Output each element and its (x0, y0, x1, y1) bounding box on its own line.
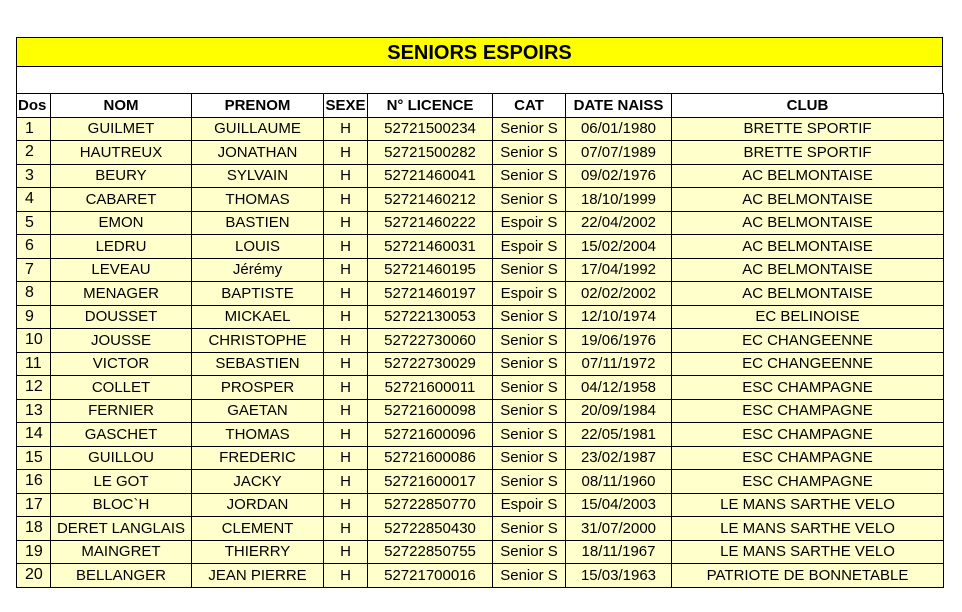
cell-club: AC BELMONTAISE (672, 164, 944, 188)
cell-sexe: H (324, 188, 368, 212)
cell-nom: LE GOT (51, 470, 192, 494)
cell-club: LE MANS SARTHE VELO (672, 493, 944, 517)
cell-licence: 52721500234 (368, 117, 493, 141)
cell-sexe: H (324, 470, 368, 494)
cell-club: EC CHANGEENNE (672, 329, 944, 353)
cell-sexe: H (324, 164, 368, 188)
cell-sexe: H (324, 329, 368, 353)
cell-dos: 8 (17, 282, 51, 306)
cell-date-naiss: 07/07/1989 (566, 141, 672, 165)
table-row (17, 235, 944, 259)
cell-nom: BEURY (51, 164, 192, 188)
cell-licence: 52721500282 (368, 141, 493, 165)
cell-nom: DERET LANGLAIS (51, 517, 192, 541)
cell-licence: 52721600096 (368, 423, 493, 447)
cell-club: BRETTE SPORTIF (672, 141, 944, 165)
cell-cat: Senior S (493, 423, 566, 447)
table-row (17, 540, 944, 564)
cell-licence: 52721600098 (368, 399, 493, 423)
table-row (17, 376, 944, 400)
cell-licence: 52721460041 (368, 164, 493, 188)
cell-sexe: H (324, 493, 368, 517)
cell-prenom: JEAN PIERRE (192, 564, 324, 588)
cell-licence: 52721460222 (368, 211, 493, 235)
header-nom: NOM (51, 94, 192, 118)
cell-prenom: SEBASTIEN (192, 352, 324, 376)
cell-club: ESC CHAMPAGNE (672, 446, 944, 470)
cell-cat: Senior S (493, 446, 566, 470)
table-row (17, 564, 944, 588)
cell-licence: 52721460212 (368, 188, 493, 212)
cell-cat: Senior S (493, 188, 566, 212)
cell-nom: JOUSSE (51, 329, 192, 353)
table-body (17, 117, 944, 587)
cell-prenom: GAETAN (192, 399, 324, 423)
cell-licence: 52721600011 (368, 376, 493, 400)
cell-date-naiss: 07/11/1972 (566, 352, 672, 376)
cell-prenom: BAPTISTE (192, 282, 324, 306)
cell-nom: VICTOR (51, 352, 192, 376)
cell-date-naiss: 15/02/2004 (566, 235, 672, 259)
cell-prenom: JONATHAN (192, 141, 324, 165)
cell-sexe: H (324, 235, 368, 259)
cell-date-naiss: 15/03/1963 (566, 564, 672, 588)
table-row (17, 305, 944, 329)
table-row (17, 493, 944, 517)
cell-club: AC BELMONTAISE (672, 235, 944, 259)
header-row (17, 94, 944, 118)
table-row (17, 282, 944, 306)
cell-dos: 16 (17, 470, 51, 494)
cell-cat: Espoir S (493, 211, 566, 235)
sheet-title: SENIORS ESPOIRS (16, 37, 943, 67)
cell-prenom: MICKAEL (192, 305, 324, 329)
cell-dos: 20 (17, 564, 51, 588)
cell-nom: BLOC`H (51, 493, 192, 517)
cell-dos: 18 (17, 517, 51, 541)
table-row (17, 399, 944, 423)
cell-sexe: H (324, 399, 368, 423)
cell-prenom: LOUIS (192, 235, 324, 259)
table-row (17, 470, 944, 494)
cell-dos: 17 (17, 493, 51, 517)
cell-date-naiss: 22/04/2002 (566, 211, 672, 235)
header-licence: N° LICENCE (368, 94, 493, 118)
cell-prenom: FREDERIC (192, 446, 324, 470)
cell-licence: 52722730029 (368, 352, 493, 376)
cell-dos: 1 (17, 117, 51, 141)
cell-club: EC BELINOISE (672, 305, 944, 329)
cell-club: ESC CHAMPAGNE (672, 470, 944, 494)
table-row (17, 141, 944, 165)
cell-prenom: BASTIEN (192, 211, 324, 235)
cell-sexe: H (324, 540, 368, 564)
cell-sexe: H (324, 423, 368, 447)
header-club: CLUB (672, 94, 944, 118)
cell-prenom: JORDAN (192, 493, 324, 517)
cell-licence: 52721600086 (368, 446, 493, 470)
cell-cat: Senior S (493, 352, 566, 376)
cell-dos: 10 (17, 329, 51, 353)
table-row (17, 329, 944, 353)
table-row (17, 164, 944, 188)
cell-cat: Senior S (493, 564, 566, 588)
cell-prenom: THIERRY (192, 540, 324, 564)
cell-dos: 9 (17, 305, 51, 329)
cell-nom: GUILLOU (51, 446, 192, 470)
table-row (17, 517, 944, 541)
cell-cat: Senior S (493, 329, 566, 353)
cell-dos: 5 (17, 211, 51, 235)
cell-nom: HAUTREUX (51, 141, 192, 165)
cell-dos: 14 (17, 423, 51, 447)
cell-nom: COLLET (51, 376, 192, 400)
table-row (17, 423, 944, 447)
cell-licence: 52721460195 (368, 258, 493, 282)
cell-cat: Senior S (493, 540, 566, 564)
cell-club: LE MANS SARTHE VELO (672, 517, 944, 541)
cell-date-naiss: 15/04/2003 (566, 493, 672, 517)
cell-nom: MENAGER (51, 282, 192, 306)
cell-date-naiss: 22/05/1981 (566, 423, 672, 447)
header-cat: CAT (493, 94, 566, 118)
cell-sexe: H (324, 258, 368, 282)
cell-prenom: PROSPER (192, 376, 324, 400)
cell-club: ESC CHAMPAGNE (672, 376, 944, 400)
cell-licence: 52722850430 (368, 517, 493, 541)
header-dos: Dos (17, 94, 51, 118)
table-row (17, 352, 944, 376)
cell-dos: 19 (17, 540, 51, 564)
cell-prenom: SYLVAIN (192, 164, 324, 188)
cell-prenom: Jérémy (192, 258, 324, 282)
cell-sexe: H (324, 564, 368, 588)
cell-date-naiss: 18/10/1999 (566, 188, 672, 212)
cell-nom: FERNIER (51, 399, 192, 423)
cell-club: BRETTE SPORTIF (672, 117, 944, 141)
cell-dos: 3 (17, 164, 51, 188)
cell-date-naiss: 17/04/1992 (566, 258, 672, 282)
cell-sexe: H (324, 352, 368, 376)
header-date-naiss: DATE NAISS (566, 94, 672, 118)
cell-cat: Espoir S (493, 282, 566, 306)
cell-licence: 52722730060 (368, 329, 493, 353)
cell-prenom: CLEMENT (192, 517, 324, 541)
cell-dos: 6 (17, 235, 51, 259)
cell-cat: Senior S (493, 141, 566, 165)
cell-date-naiss: 02/02/2002 (566, 282, 672, 306)
cell-date-naiss: 06/01/1980 (566, 117, 672, 141)
cell-nom: LEDRU (51, 235, 192, 259)
cell-cat: Senior S (493, 517, 566, 541)
cell-sexe: H (324, 376, 368, 400)
cell-prenom: GUILLAUME (192, 117, 324, 141)
cell-cat: Senior S (493, 376, 566, 400)
table-row (17, 258, 944, 282)
cell-club: LE MANS SARTHE VELO (672, 540, 944, 564)
riders-table (16, 93, 944, 588)
spreadsheet (16, 37, 943, 588)
cell-club: PATRIOTE DE BONNETABLE (672, 564, 944, 588)
cell-date-naiss: 08/11/1960 (566, 470, 672, 494)
cell-date-naiss: 20/09/1984 (566, 399, 672, 423)
cell-cat: Espoir S (493, 235, 566, 259)
cell-club: ESC CHAMPAGNE (672, 423, 944, 447)
cell-licence: 52721600017 (368, 470, 493, 494)
cell-date-naiss: 18/11/1967 (566, 540, 672, 564)
cell-licence: 52721460031 (368, 235, 493, 259)
cell-sexe: H (324, 211, 368, 235)
cell-club: AC BELMONTAISE (672, 282, 944, 306)
cell-sexe: H (324, 517, 368, 541)
cell-prenom: CHRISTOPHE (192, 329, 324, 353)
cell-cat: Senior S (493, 164, 566, 188)
cell-nom: GASCHET (51, 423, 192, 447)
cell-sexe: H (324, 305, 368, 329)
cell-licence: 52722130053 (368, 305, 493, 329)
cell-date-naiss: 09/02/1976 (566, 164, 672, 188)
cell-cat: Senior S (493, 305, 566, 329)
table-row (17, 211, 944, 235)
cell-nom: GUILMET (51, 117, 192, 141)
cell-nom: DOUSSET (51, 305, 192, 329)
cell-dos: 2 (17, 141, 51, 165)
cell-cat: Senior S (493, 117, 566, 141)
cell-club: ESC CHAMPAGNE (672, 399, 944, 423)
table-row (17, 188, 944, 212)
cell-licence: 52722850755 (368, 540, 493, 564)
cell-date-naiss: 19/06/1976 (566, 329, 672, 353)
cell-sexe: H (324, 446, 368, 470)
cell-date-naiss: 04/12/1958 (566, 376, 672, 400)
cell-sexe: H (324, 282, 368, 306)
header-prenom: PRENOM (192, 94, 324, 118)
cell-cat: Senior S (493, 399, 566, 423)
cell-prenom: THOMAS (192, 423, 324, 447)
cell-licence: 52721700016 (368, 564, 493, 588)
cell-nom: EMON (51, 211, 192, 235)
cell-prenom: THOMAS (192, 188, 324, 212)
cell-cat: Espoir S (493, 493, 566, 517)
cell-nom: LEVEAU (51, 258, 192, 282)
cell-dos: 4 (17, 188, 51, 212)
cell-sexe: H (324, 117, 368, 141)
table-row (17, 117, 944, 141)
cell-dos: 15 (17, 446, 51, 470)
cell-club: AC BELMONTAISE (672, 211, 944, 235)
cell-club: AC BELMONTAISE (672, 258, 944, 282)
cell-cat: Senior S (493, 470, 566, 494)
cell-club: EC CHANGEENNE (672, 352, 944, 376)
cell-date-naiss: 31/07/2000 (566, 517, 672, 541)
cell-club: AC BELMONTAISE (672, 188, 944, 212)
cell-nom: BELLANGER (51, 564, 192, 588)
cell-dos: 12 (17, 376, 51, 400)
cell-licence: 52721460197 (368, 282, 493, 306)
cell-sexe: H (324, 141, 368, 165)
cell-nom: CABARET (51, 188, 192, 212)
cell-licence: 52722850770 (368, 493, 493, 517)
cell-dos: 11 (17, 352, 51, 376)
cell-nom: MAINGRET (51, 540, 192, 564)
table-row (17, 446, 944, 470)
cell-date-naiss: 12/10/1974 (566, 305, 672, 329)
header-sexe: SEXE (324, 94, 368, 118)
blank-row (16, 67, 943, 93)
cell-dos: 13 (17, 399, 51, 423)
cell-cat: Senior S (493, 258, 566, 282)
cell-date-naiss: 23/02/1987 (566, 446, 672, 470)
cell-prenom: JACKY (192, 470, 324, 494)
cell-dos: 7 (17, 258, 51, 282)
